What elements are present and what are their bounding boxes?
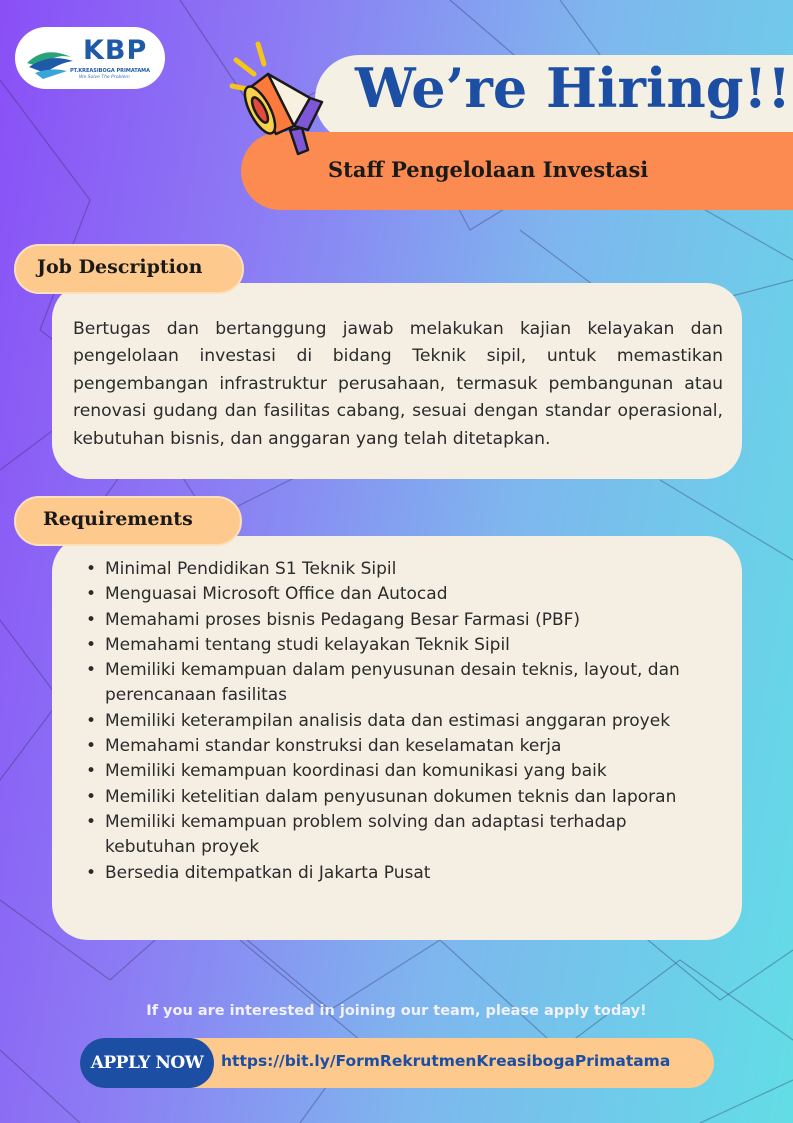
requirement-item: • Memahami standar konstruksi dan keselamatan kerja: [84, 734, 714, 759]
requirement-item: • Memahami proses bisnis Pedagang Besar Farmasi (PBF): [84, 608, 714, 633]
page-title: We’re Hiring!!: [355, 56, 791, 120]
position-title: Staff Pengelolaan Investasi: [328, 157, 649, 182]
requirement-item: • Memiliki kemampuan dalam penyusunan desain teknis, layout, dan perencanaan fasilitas: [84, 658, 714, 709]
apply-now-button[interactable]: APPLY NOW: [80, 1038, 214, 1088]
requirement-item: • Bersedia ditempatkan di Jakarta Pusat: [84, 861, 714, 886]
company-logo: [15, 27, 165, 89]
requirement-item: • Memiliki keterampilan analisis data dan estimasi anggaran proyek: [84, 709, 714, 734]
requirement-item: • Memiliki kemampuan problem solving dan adaptasi terhadap kebutuhan proyek: [84, 810, 714, 861]
requirements-heading: Requirements: [43, 508, 193, 530]
requirements-label: [14, 496, 242, 546]
apply-link[interactable]: https://bit.ly/FormRekrutmenKreasibogaPrimatama: [221, 1052, 671, 1070]
logo-tagline: We Solve The Problem: [79, 75, 130, 80]
cta-text: If you are interested in joining our team, please apply today!: [146, 1003, 647, 1019]
requirement-item: • Minimal Pendidikan S1 Teknik Sipil: [84, 557, 714, 582]
logo-name: KBP: [83, 35, 148, 66]
requirement-item: • Memahami tentang studi kelayakan Teknik Sipil: [84, 633, 714, 658]
job-description-text: Bertugas dan bertanggung jawab melakukan kajian kelayakan dan pengelolaan investasi di bidang Teknik sipil, untuk memastikan pengembangan infrastruktur perusahaan, termasuk pembangunan atau renovasi gudang dan fasilitas cabang, sesuai dengan standar operasional, kebutuhan bisnis, dan anggaran yang telah ditetapkan.: [73, 319, 723, 449]
requirements-list: [84, 557, 714, 886]
logo-company: PT.KREASIBOGA PRIMATAMA: [70, 68, 151, 74]
requirement-item: • Memiliki ketelitian dalam penyusunan dokumen teknis dan laporan: [84, 785, 714, 810]
requirement-item: • Memiliki kemampuan koordinasi dan komunikasi yang baik: [84, 759, 714, 784]
megaphone-icon: [224, 38, 334, 158]
job-description-label: [14, 244, 244, 294]
requirement-item: • Menguasai Microsoft Office dan Autocad: [84, 582, 714, 607]
job-description-heading: Job Description: [37, 256, 203, 278]
